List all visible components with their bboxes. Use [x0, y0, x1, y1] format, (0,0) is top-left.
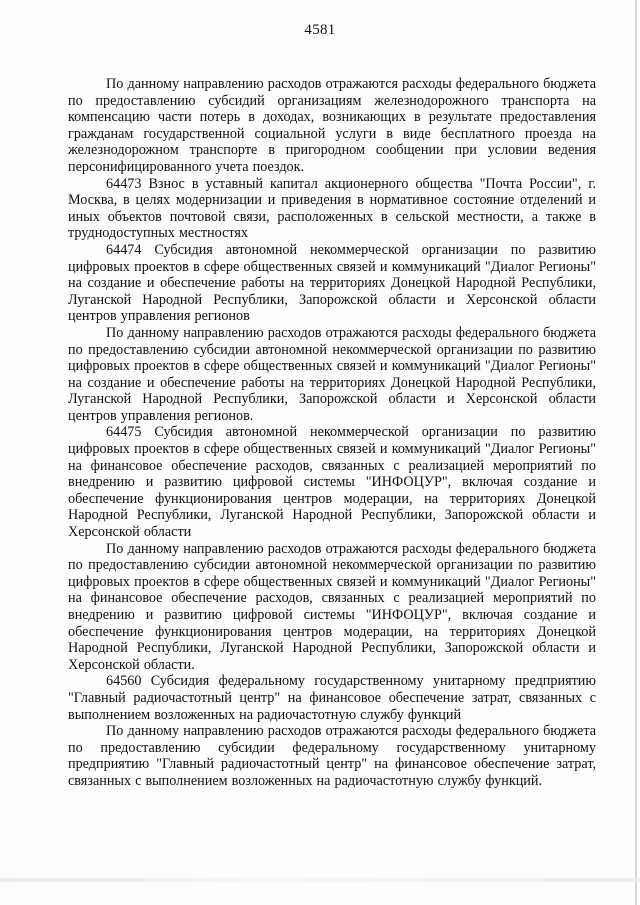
- page-number: 4581: [304, 22, 336, 38]
- paragraph-expense-description-64560: По данному направлению расходов отражаются расходы федерального бюджета по предоставлению субсидии федеральному государственному унитарному предприятию "Главный радиочастотный центр" на финансовое обеспечение затрат, связанных с выполнением возложенных на радиочастотную службу функций.: [68, 723, 596, 789]
- paragraph-64473-pochta-rossii: 64473 Взнос в уставный капитал акционерного общества "Почта России", г. Москва, в целях модернизации и приведения в нормативное состояние отделений и иных объектов почтовой связи, расположенных в сельской местности, а также в труднодоступных местностях: [68, 175, 596, 242]
- paragraph-expense-description-railway: По данному направлению расходов отражаются расходы федерального бюджета по предоставлению субсидий организациям железнодорожного транспорта на компенсацию части потерь в доходах, возникающих в результате предоставления гражданам государственной социальной услуги в виде бесплатного проезда на железнодорожном транспорте в пригородном сообщении при условии ведения персонифицированного учета поездок.: [68, 76, 596, 175]
- paragraph-64474-dialog-regiony: 64474 Субсидия автономной некоммерческой организации по развитию цифровых проектов в сфере общественных связей и коммуникаций "Диалог Регионы" на создание и обеспечение работы на территориях Донецкой Народной Республики, Луганской Народной Республики, Запорожской области и Херсонской области центров управления регионов: [68, 241, 596, 325]
- document-body: [68, 76, 596, 790]
- paragraph-64560-radio-frequency-center: 64560 Субсидия федеральному государственному унитарному предприятию "Главный радиочастотный центр" на финансовое обеспечение затрат, связанных с выполнением возложенных на радиочастотную службу функций: [68, 673, 596, 723]
- scan-page-edge: [635, 0, 637, 905]
- scan-artifact-band: [0, 878, 640, 882]
- paragraph-expense-description-64474: По данному направлению расходов отражаются расходы федерального бюджета по предоставлению субсидии автономной некоммерческой организации по развитию цифровых проектов в сфере общественных связей и коммуникаций "Диалог Регионы" на создание и обеспечение работы на территориях Донецкой Народной Республики, Луганской Народной Республики, Запорожской области и Херсонской области центров управления регионов.: [68, 324, 596, 424]
- paragraph-64475-infocur: 64475 Субсидия автономной некоммерческой организации по развитию цифровых проектов в сфере общественных связей и коммуникаций "Диалог Регионы" на финансовое обеспечение расходов, связанных с реализацией мероприятий по внедрению и развитию цифровой системы "ИНФОЦУР", включая создание и обеспечение функционирования центров модерации, на территориях Донецкой Народной Республики, Луганской Народной Республики, Запорожской области и Херсонской области: [68, 424, 596, 541]
- paragraph-expense-description-64475: По данному направлению расходов отражаются расходы федерального бюджета по предоставлению субсидии автономной некоммерческой организации по развитию цифровых проектов в сфере общественных связей и коммуникаций "Диалог Регионы" на финансовое обеспечение расходов, связанных с реализацией мероприятий по внедрению и развитию цифровой системы "ИНФОЦУР", включая создание и обеспечение функционирования центров модерации, на территориях Донецкой Народной Республики, Луганской Народной Республики, Запорожской области и Херсонской области.: [68, 540, 596, 673]
